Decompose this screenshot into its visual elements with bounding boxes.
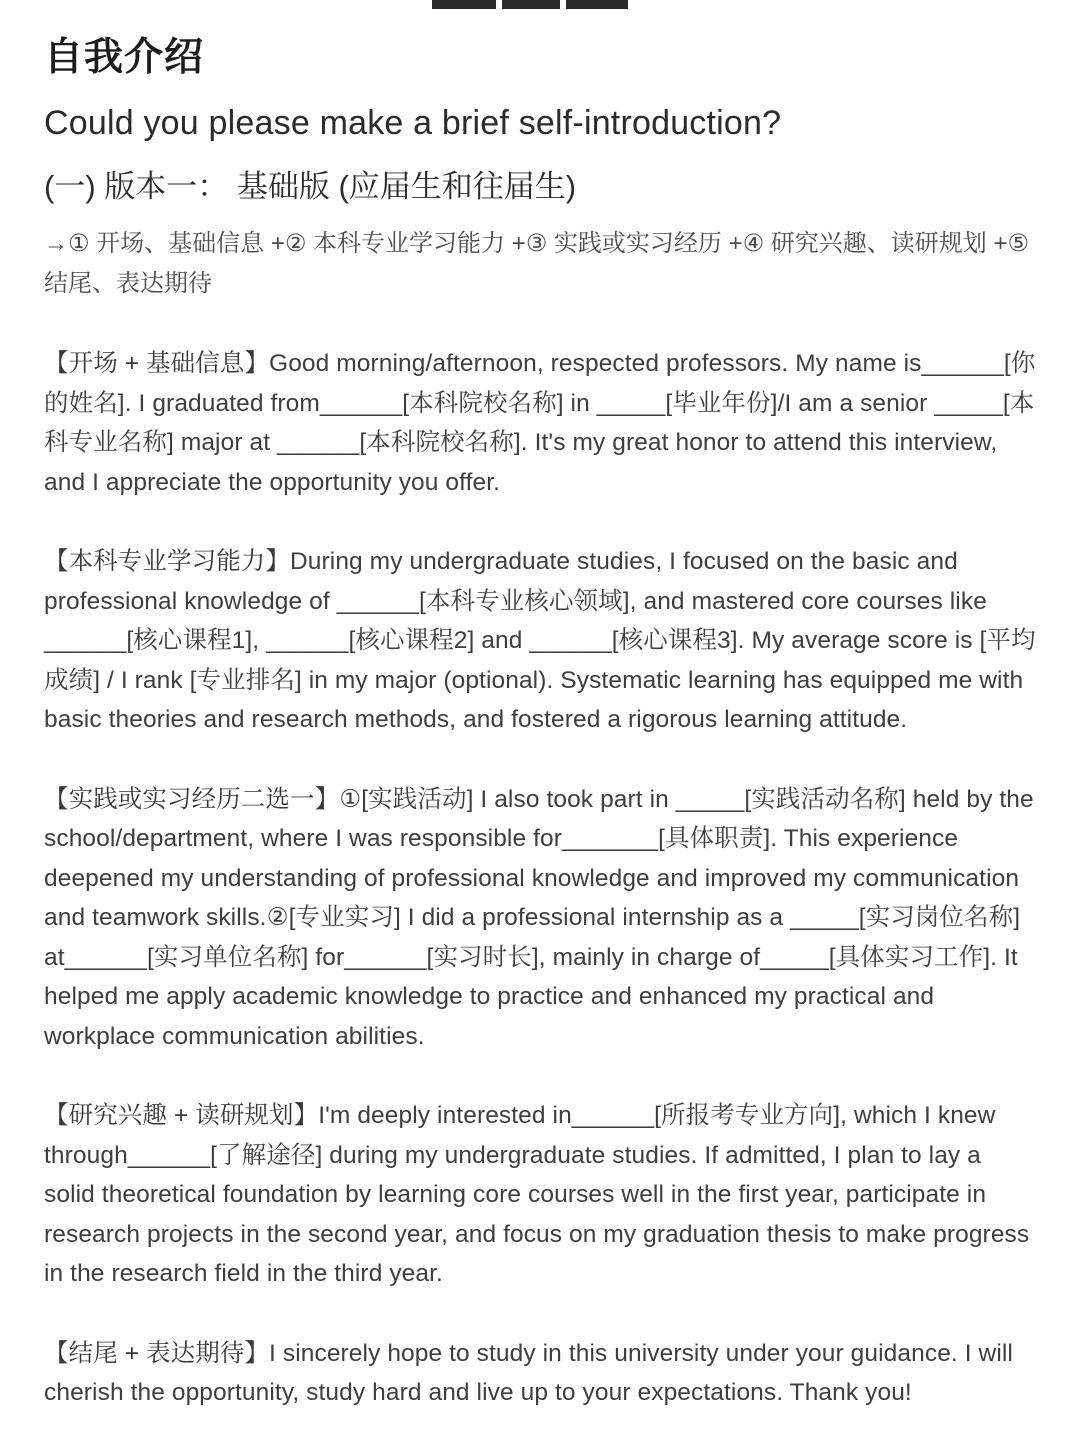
paragraph-label: 【实践或实习经历二选一】 (44, 785, 340, 813)
paragraph-opening-basic-info (44, 304, 1036, 502)
outline-summary: →① 开场、基础信息 +② 本科专业学习能力 +③ 实践或实习经历 +④ 研究兴趣、读研规划 +⑤ 结尾、表达期待 (44, 230, 1029, 297)
cutoff-header-block (502, 0, 560, 9)
paragraph-practice-or-internship (44, 740, 1036, 1057)
paragraph-text: ①[实践活动] I also took part in _____[实践活动名称] held by the school/department, where I was responsible for_______[具体职责]. This experience deepened my understanding of professional knowledge and improved my communication and teamwork skills.②[专业实习] I did a professional internship as a _____[实习岗位名称] at______[实习单位名称] for______[实习时长], mainly in charge of_____[具体实习工作]. It helped me apply academic knowledge to practice and enhanced my practical and workplace communication abilities. (44, 785, 1034, 1050)
paragraph-closing-expectation (44, 1294, 1036, 1413)
paragraph-label: 【结尾 + 表达期待】 (44, 1339, 270, 1367)
paragraph-text: During my undergraduate studies, I focused on the basic and professional knowledge of ______[本科专业核心领域], and mastered core courses like ______[核心课程1], ______[核心课程2] and ______[核心课程3]. My average score is [平均成绩] / I rank [专业排名] in my major (optional). Systematic learning has equipped me with basic theories and research methods, and fostered a rigorous learning attitude. (44, 548, 1036, 733)
subtitle-question: Could you please make a brief self-introduction? (44, 104, 782, 142)
cutoff-header-block (432, 0, 496, 9)
paragraph-text: I'm deeply interested in______[所报考专业方向], which I knew through______[了解途径] during my undergraduate studies. If admitted, I plan to lay a solid theoretical foundation by learning core courses well in the first year, participate in research projects in the second year, and focus on my graduation thesis to make progress in the research field in the third year. (44, 1102, 1030, 1287)
paragraph-label: 【开场 + 基础信息】 (44, 350, 270, 377)
paragraph-label: 【本科专业学习能力】 (44, 548, 290, 575)
paragraph-text: Good morning/afternoon, respected professors. My name is______[你的姓名]. I graduated from______[本科院校名称] in _____[毕业年份]/I am a senior _____[本科专业名称] major at ______[本科院校名称]. It's my great honor to attend this interview, and I appreciate the opportunity you offer. (44, 350, 1036, 496)
section-heading: (一) 版本一： 基础版 (应届生和往届生) (44, 169, 577, 204)
paragraph-label: 【研究兴趣 + 读研规划】 (44, 1102, 319, 1129)
paragraph-research-interest-plan (44, 1056, 1036, 1294)
page-title: 自我介绍 (44, 36, 205, 79)
paragraph-undergrad-study-ability (44, 502, 1036, 740)
paragraph-text: I sincerely hope to study in this university under your guidance. I will cherish the opportunity, study hard and live up to your expectations. Thank you! (44, 1339, 1013, 1406)
cutoff-header-fragment (432, 0, 628, 9)
cutoff-header-block (566, 0, 628, 9)
